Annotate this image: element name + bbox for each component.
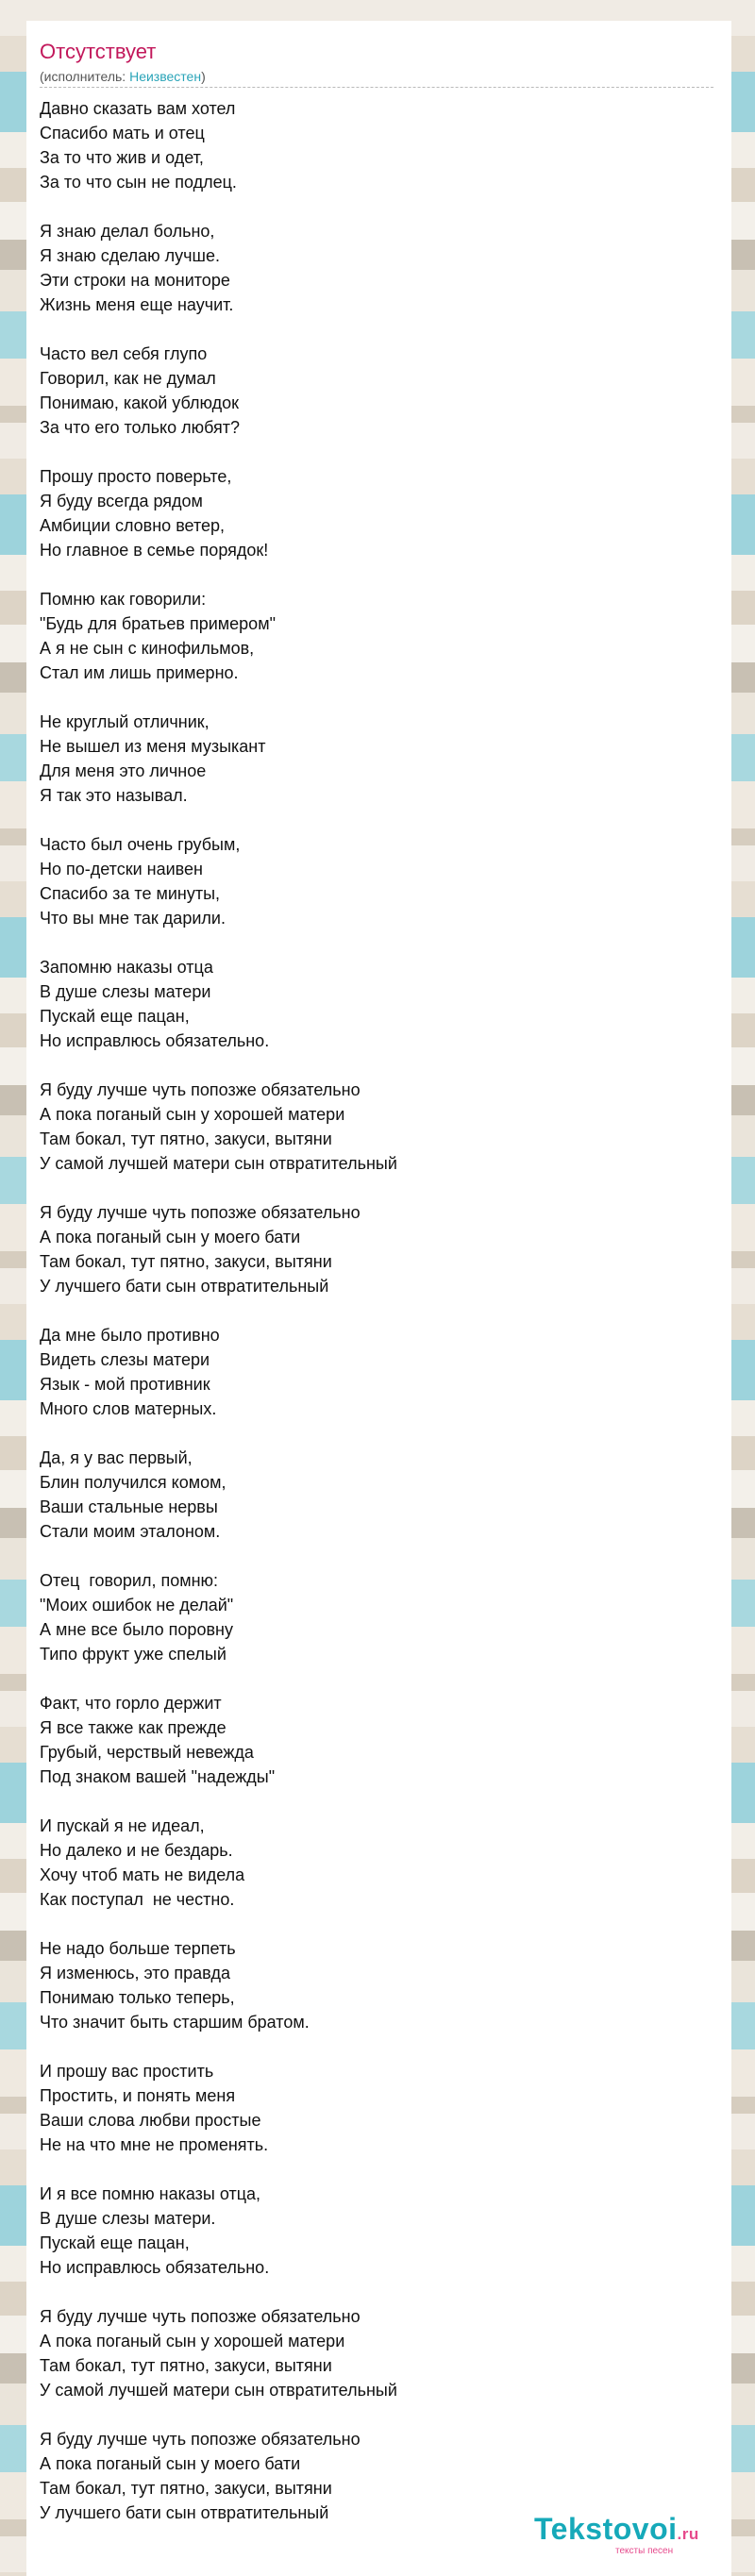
header-divider bbox=[40, 87, 713, 88]
song-title: Отсутствует bbox=[40, 40, 157, 63]
performer-line bbox=[40, 68, 206, 85]
logo-name: Tekstovoi bbox=[534, 2512, 678, 2546]
performer-prefix: (исполнитель: bbox=[40, 69, 130, 84]
site-logo[interactable] bbox=[534, 2510, 732, 2567]
logo-tld: .ru bbox=[677, 2525, 699, 2543]
performer-suffix: ) bbox=[201, 69, 206, 84]
performer-link[interactable]: Неизвестен bbox=[129, 69, 202, 84]
lyrics-text: Давно сказать вам хотел Спасибо мать и отец За то что жив и одет, За то что сын не подлец. Я знаю делал больно, Я знаю сделаю лучше. Эти строки на мониторе Жизнь меня еще научит. Часто вел себя глупо Говорил, как не думал Понимаю, какой ублюдок За что его только любят? Прошу просто поверьте, Я буду всегда рядом Амбиции словно ветер, Но главное в семье порядок! Помню как говорили: "Будь для братьев примером" А я не сын с кинофильмов, Стал им лишь примерно. Не круглый отличник, Не вышел из меня музыкант Для меня это личное Я так это называл. Часто был очень грубым, Но по-детски наивен Спасибо за те минуты, Что вы мне так дарили. Запомню наказы отца В душе слезы матери Пускай еще пацан, Но исправлюсь обязательно. Я буду лучше чуть попозже обязательно А пока поганый сын у хорошей матери Там бокал, тут пятно, закуси, вытяни У самой лучшей матери сын отвратительный Я буду лучше чуть попозже обязательно А пока поганый сын у моего бати Там бокал, тут пятно, закуси, вытяни У лучшего бати сын отвратительный Да мне было противно Видеть слезы матери Язык - мой противник Много слов матерных. Да, я у вас первый, Блин получился комом, Ваши стальные нервы Стали моим эталоном. Отец говорил, помню: "Моих ошибок не делай" А мне все было поровну Типо фрукт уже спелый Факт, что горло держит Я все также как прежде Грубый, черствый невежда Под знаком вашей "надежды" И пускай я не идеал, Но далеко и не бездарь. Хочу чтоб мать не видела Как поступал не честно. Не надо больше терпеть Я изменюсь, это правда Понимаю только теперь, Что значит быть старшим братом. И прошу вас простить Простить, и понять меня Ваши слова любви простые Не на что мне не променять. И я все помню наказы отца, В душе слезы матери. Пускай еще пацан, Но исправлюсь обязательно. Я буду лучше чуть попозже обязательно А пока поганый сын у хорошей матери Там бокал, тут пятно, закуси, вытяни У самой лучшей матери сын отвратительный Я буду лучше чуть попозже обязательно А пока поганый сын у моего бати Там бокал, тут пятно, закуси, вытяни У лучшего бати сын отвратительный bbox=[40, 99, 397, 2522]
logo-tagline: тексты песен bbox=[615, 2546, 674, 2556]
